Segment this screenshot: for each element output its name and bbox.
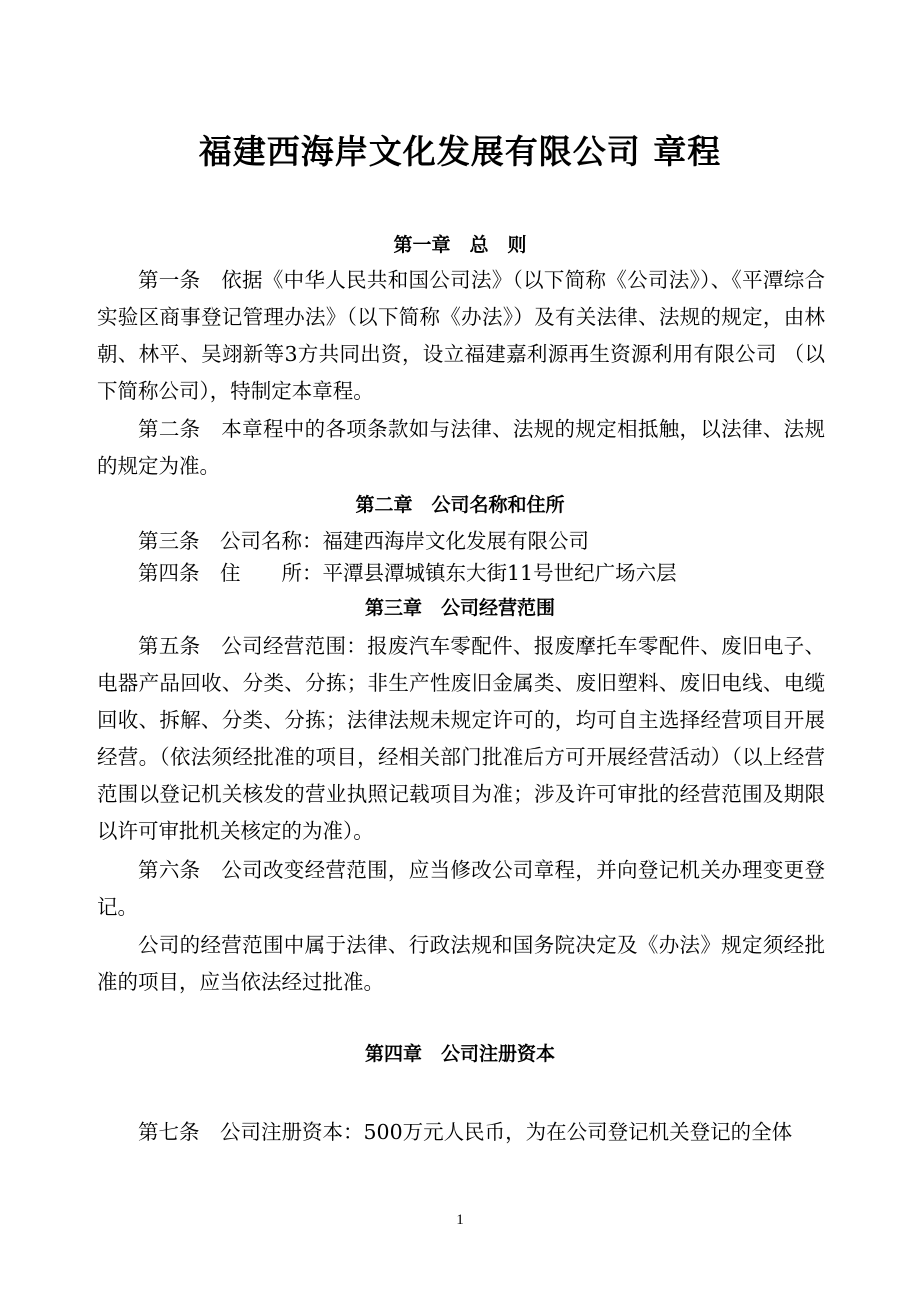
article-5: 第五条 公司经营范围：报废汽车零配件、报废摩托车零配件、废旧电子、电器产品回收、分类、分拣；非生产性废旧金属类、废旧塑料、废旧电线、电缆回收、拆解、分类、分拣；法律法规未规定许可的，均可自主选择经营项目开展经营。（依法须经批准的项目，经相关部门批准后方可开展经营活动）（以上经营范围以登记机关核发的营业执照记载项目为准；涉及许可审批的经营范围及期限以许可审批机关核定的为准）。 <box>97 634 825 843</box>
article-7: 第七条 公司注册资本：500万元人民币，为在公司登记机关登记的全体 <box>138 1120 793 1144</box>
article-6: 第六条 公司改变经营范围，应当修改公司章程，并向登记机关办理变更登记。 <box>97 858 825 919</box>
chapter-heading-1: 第一章 总 则 <box>393 234 527 256</box>
article-2: 第二条 本章程中的各项条款如与法律、法规的规定相抵触，以法律、法规的规定为准。 <box>97 417 825 478</box>
article-3: 第三条 公司名称：福建西海岸文化发展有限公司 <box>138 529 589 553</box>
document-title: 福建西海岸文化发展有限公司 章程 <box>198 132 722 171</box>
page-number: 1 <box>456 1212 464 1228</box>
article-4: 第四条 住 所：平潭县潭城镇东大街11号世纪广场六层 <box>138 561 677 585</box>
chapter-heading-4: 第四章 公司注册资本 <box>364 1043 555 1065</box>
article-6-continuation: 公司的经营范围中属于法律、行政法规和国务院决定及《办法》规定须经批准的项目，应当依法经过批准。 <box>97 933 825 994</box>
chapter-heading-2: 第二章 公司名称和住所 <box>355 494 565 516</box>
chapter-heading-3: 第三章 公司经营范围 <box>364 597 555 619</box>
article-1: 第一条 依据《中华人民共和国公司法》（以下简称《公司法》）、《平潭综合实验区商事登记管理办法》（以下简称《办法》）及有关法律、法规的规定，由林朝、林平、吴翊新等3方共同出资，设立福建嘉利源再生资源利用有限公司 （以下简称公司），特制定本章程。 <box>97 268 825 403</box>
